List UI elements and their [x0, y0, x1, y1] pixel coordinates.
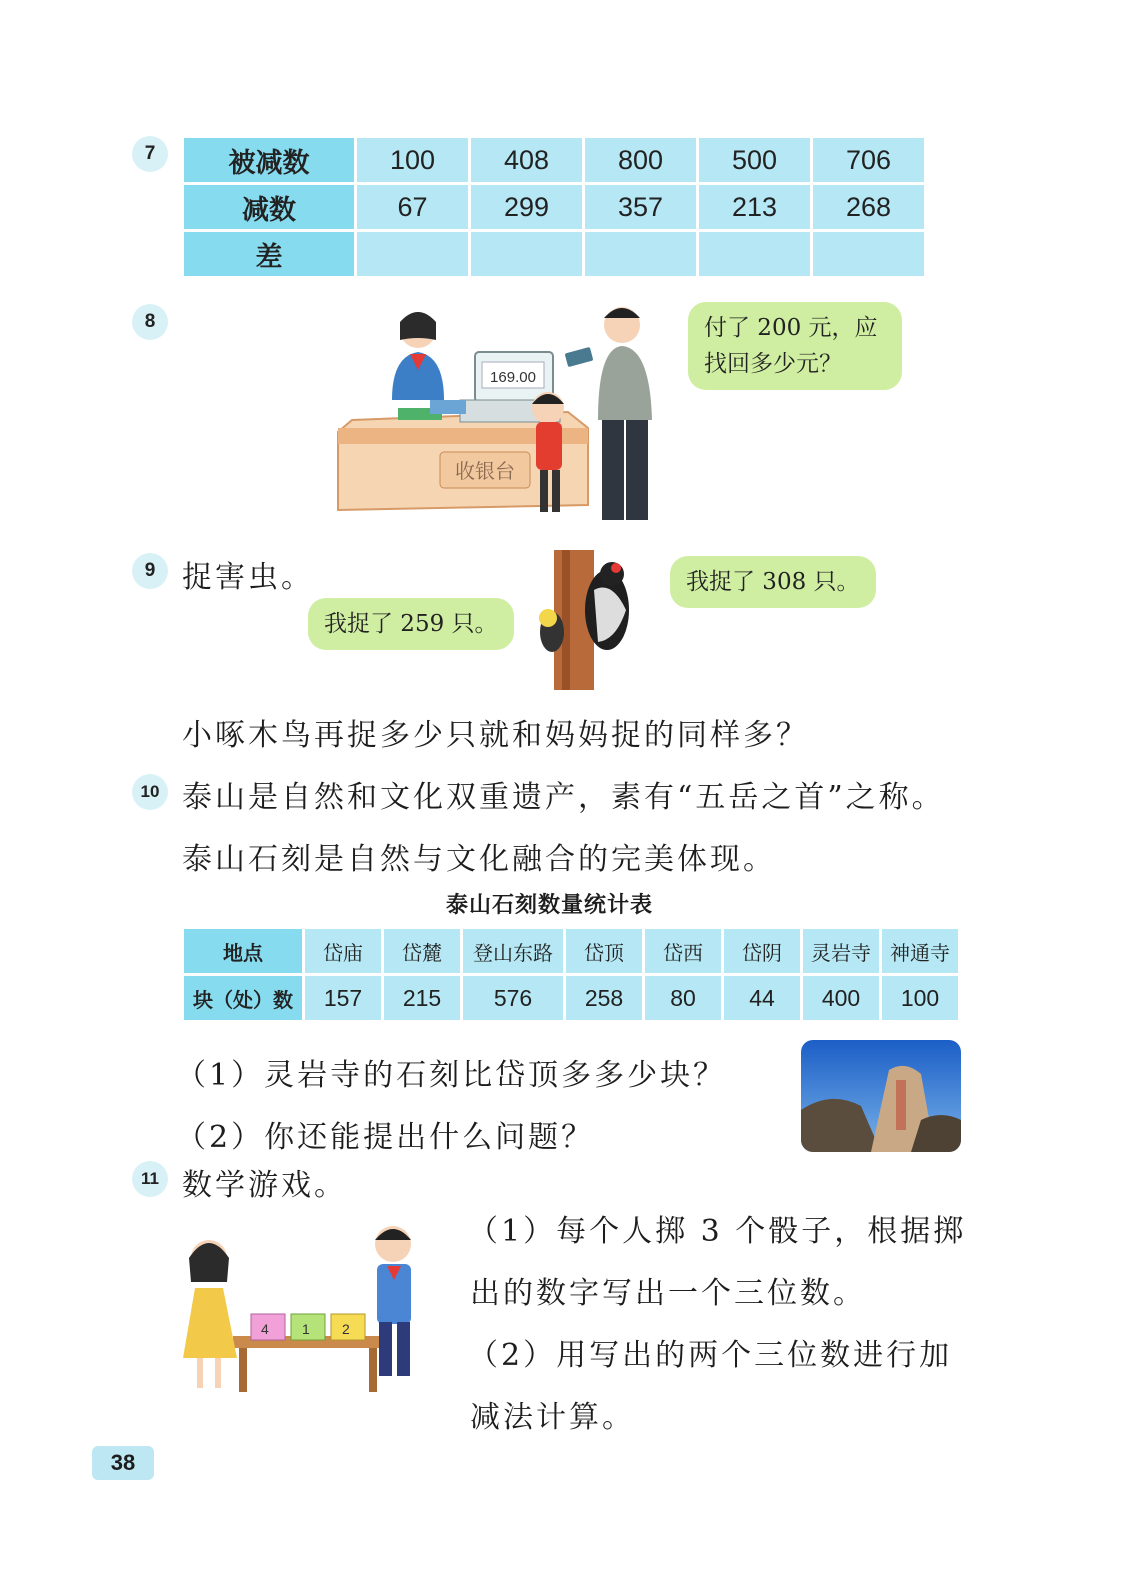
- father-speech-bubble: [688, 302, 902, 390]
- answer-cell[interactable]: [357, 232, 468, 276]
- die-number: 4: [261, 1321, 269, 1337]
- mother-bird-speech-bubble: [670, 556, 876, 608]
- question-10-intro-1: 泰山是自然和文化双重遗产，素有“五岳之首”之称。: [182, 780, 945, 815]
- speech-text: 我捉了 308 只。: [686, 569, 860, 595]
- question-10-part-2: （2）你还能提出什么问题？: [176, 1120, 595, 1155]
- speech-text: 付了 200 元，应找回多少元？: [704, 315, 878, 377]
- row-label-subtrahend: 减数: [184, 185, 354, 229]
- table-header-row: [184, 929, 958, 973]
- table-header: 灵岩寺: [803, 929, 879, 973]
- table-header: 岱麓: [384, 929, 460, 973]
- table-header: 地点: [184, 929, 302, 973]
- child-bird-speech-bubble: [308, 598, 514, 650]
- table-cell: 44: [724, 976, 800, 1020]
- question-10-intro-2: 泰山石刻是自然与文化融合的完美体现。: [182, 842, 776, 877]
- table-header: 岱西: [645, 929, 721, 973]
- table-cell: 100: [357, 138, 468, 182]
- dice-game-illustration: [165, 1218, 445, 1403]
- stone-inscription-table: [181, 926, 961, 1023]
- speech-text: 我捉了 259 只。: [324, 611, 498, 637]
- table-header: 岱阴: [724, 929, 800, 973]
- question-number-7: 7: [132, 136, 168, 172]
- question-9-text: 小啄木鸟再捉多少只就和妈妈捉的同样多？: [182, 718, 809, 753]
- question-11-title: 数学游戏。: [182, 1168, 347, 1203]
- table-cell: 706: [813, 138, 924, 182]
- table-cell: 357: [585, 185, 696, 229]
- table-header: 神通寺: [882, 929, 958, 973]
- table-cell: 213: [699, 185, 810, 229]
- table-cell: 100: [882, 976, 958, 1020]
- question-9-title: 捉害虫。: [182, 560, 314, 595]
- table-cell: 400: [803, 976, 879, 1020]
- row-label-difference: 差: [184, 232, 354, 276]
- table-cell: 500: [699, 138, 810, 182]
- table-cell: 268: [813, 185, 924, 229]
- table-header: 岱庙: [305, 929, 381, 973]
- table-cell: 408: [471, 138, 582, 182]
- page-number: 38: [92, 1446, 154, 1480]
- die-number: 1: [302, 1321, 310, 1337]
- answer-cell[interactable]: [471, 232, 582, 276]
- question-11-part-1a: （1）每个人掷 3 个骰子，根据掷: [468, 1214, 967, 1249]
- mount-tai-photo: [801, 1040, 961, 1152]
- table-cell: 80: [645, 976, 721, 1020]
- question-number-10: 10: [132, 774, 168, 810]
- question-11-part-2b: 减法计算。: [470, 1400, 635, 1435]
- table-row: [184, 185, 924, 229]
- register-screen: 169.00: [490, 369, 536, 386]
- question-11-part-2a: （2）用写出的两个三位数进行加: [468, 1338, 953, 1373]
- question-number-8: 8: [132, 304, 168, 340]
- table-row: [184, 976, 958, 1020]
- counter-label: 收银台: [455, 459, 515, 483]
- answer-cell[interactable]: [699, 232, 810, 276]
- table-row: [184, 232, 924, 276]
- table-cell: 576: [463, 976, 563, 1020]
- table-cell: 299: [471, 185, 582, 229]
- answer-cell[interactable]: [585, 232, 696, 276]
- woodpecker-illustration: [532, 550, 642, 690]
- answer-cell[interactable]: [813, 232, 924, 276]
- subtraction-table: [181, 135, 927, 279]
- table-cell: 67: [357, 185, 468, 229]
- row-label: 块（处）数: [184, 976, 302, 1020]
- table-cell: 258: [566, 976, 642, 1020]
- table-cell: 157: [305, 976, 381, 1020]
- table-cell: 800: [585, 138, 696, 182]
- table-header: 登山东路: [463, 929, 563, 973]
- row-label-minuend: 被减数: [184, 138, 354, 182]
- table-header: 岱顶: [566, 929, 642, 973]
- question-number-11: 11: [132, 1161, 168, 1197]
- question-number-9: 9: [132, 553, 168, 589]
- question-11-part-1b: 出的数字写出一个三位数。: [470, 1276, 866, 1311]
- table-row: [184, 138, 924, 182]
- question-10-part-1: （1）灵岩寺的石刻比岱顶多多少块？: [176, 1058, 727, 1093]
- cashier-scene-illustration: [330, 300, 710, 535]
- die-number: 2: [342, 1321, 350, 1337]
- table-cell: 215: [384, 976, 460, 1020]
- table-title: 泰山石刻数量统计表: [446, 893, 654, 918]
